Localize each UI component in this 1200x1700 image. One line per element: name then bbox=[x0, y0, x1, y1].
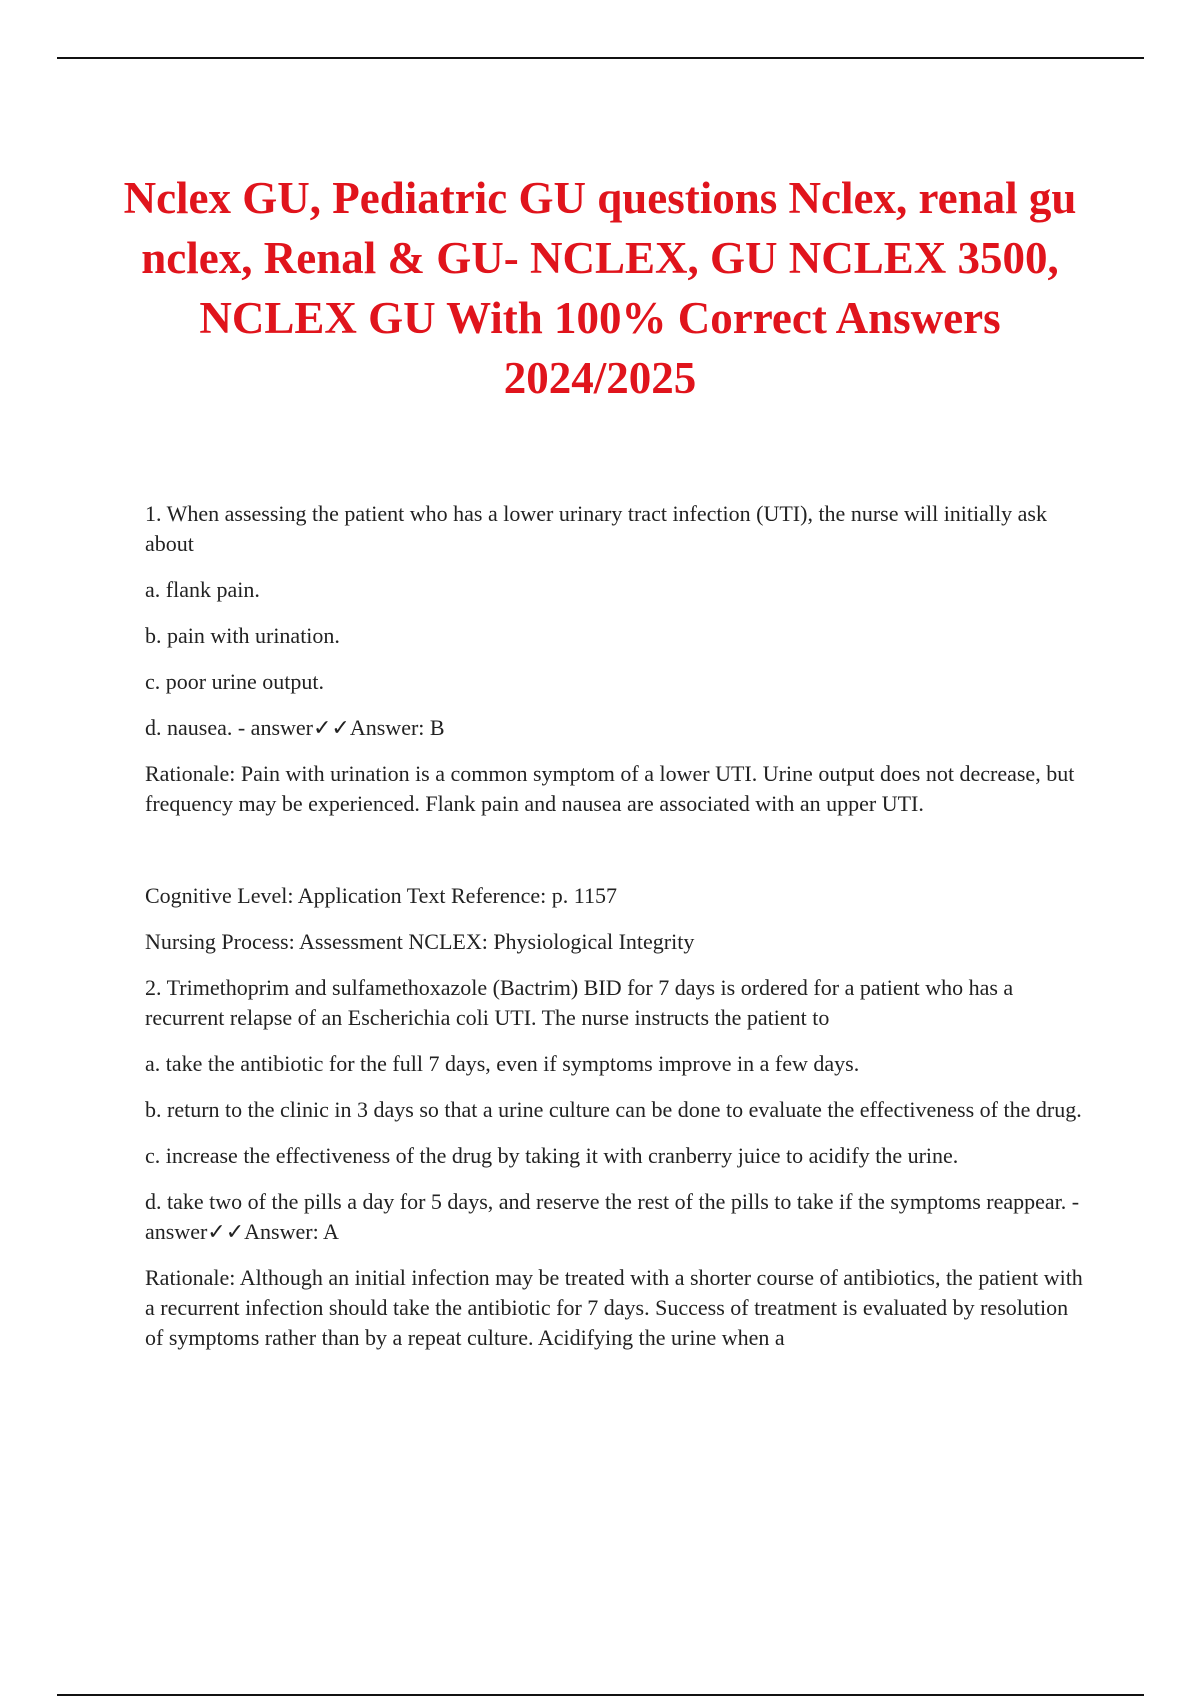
question-2-stem: 2. Trimethoprim and sulfamethoxazole (Bactrim) BID for 7 days is ordered for a patient who has a recurrent relapse of an Escherichia coli UTI. The nurse instructs the patient to bbox=[145, 975, 1014, 1030]
question-2-rationale: Rationale: Although an initial infection may be treated with a shorter course of antibiotics, the patient with a recurrent infection should take the antibiotic for 7 days. Success of treatment is evaluated by resolution of symptoms rather than by a repeat culture. Acidifying the urine when a bbox=[145, 1265, 1083, 1350]
question-1-cognitive-level: Cognitive Level: Application Text Reference: p. 1157 bbox=[145, 883, 617, 908]
document-title: Nclex GU, Pediatric GU questions Nclex, renal gu nclex, Renal & GU- NCLEX, GU NCLEX 3500, NCLEX GU With 100% Correct Answers 2024/2025 bbox=[123, 173, 1077, 403]
question-1-option-d-answer: d. nausea. - answer✓✓Answer: B bbox=[145, 715, 445, 740]
top-rule bbox=[57, 57, 1144, 59]
question-1-rationale: Rationale: Pain with urination is a common symptom of a lower UTI. Urine output does not decrease, but frequency may be experienced. Flank pain and nausea are associated with an upper UTI. bbox=[145, 761, 1075, 816]
question-1-stem: 1. When assessing the patient who has a lower urinary tract infection (UTI), the nurse will initially ask about bbox=[145, 501, 1047, 556]
question-2-option-c: c. increase the effectiveness of the drug by taking it with cranberry juice to acidify the urine. bbox=[145, 1143, 959, 1168]
question-1-nursing-process: Nursing Process: Assessment NCLEX: Physiological Integrity bbox=[145, 929, 695, 954]
question-1-option-c: c. poor urine output. bbox=[145, 669, 325, 694]
document-body bbox=[145, 499, 1085, 1369]
question-2-option-b: b. return to the clinic in 3 days so that a urine culture can be done to evaluate the effectiveness of the drug. bbox=[145, 1097, 1082, 1122]
question-1-option-a: a. flank pain. bbox=[145, 577, 260, 602]
question-1-option-b: b. pain with urination. bbox=[145, 623, 340, 648]
question-2-option-d-answer: d. take two of the pills a day for 5 days, and reserve the rest of the pills to take if the symptoms reappear. - answer✓✓Answer: A bbox=[145, 1189, 1080, 1244]
bottom-rule bbox=[57, 1694, 1144, 1696]
question-2-option-a: a. take the antibiotic for the full 7 days, even if symptoms improve in a few days. bbox=[145, 1051, 860, 1076]
